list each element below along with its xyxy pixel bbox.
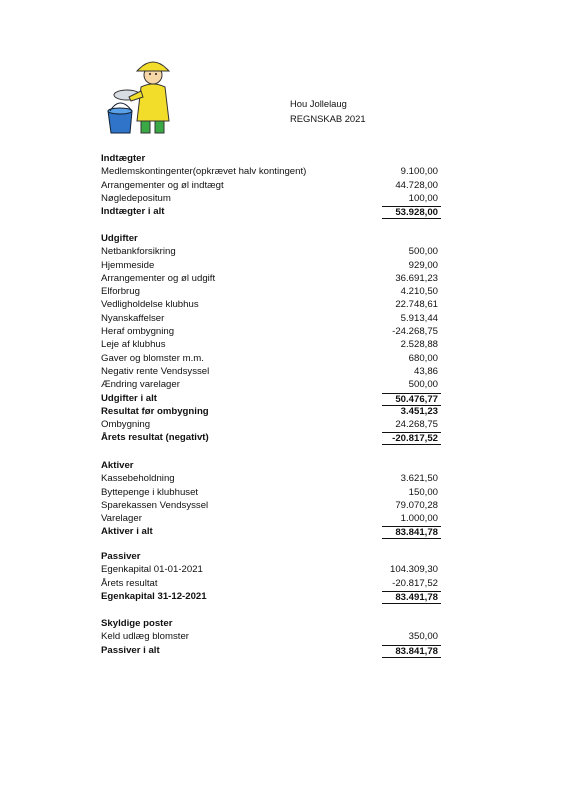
line-item-amount: 22.748,61 — [395, 299, 438, 311]
line-item — [101, 272, 441, 285]
section-4 — [101, 617, 441, 657]
line-item-amount: 680,00 — [408, 352, 438, 364]
line-item-label: Egenkapital 31-12-2021 — [101, 590, 207, 602]
line-item-amount: 104.309,30 — [389, 564, 438, 576]
line-item-amount: 50.476,77 — [382, 393, 441, 406]
total-row — [101, 644, 441, 657]
line-item-amount: -20.817,52 — [392, 577, 438, 589]
document-title: REGNSKAB 2021 — [290, 113, 366, 124]
line-item-label: Hjemmeside — [101, 259, 155, 271]
line-item-amount: 44.728,00 — [395, 179, 438, 191]
line-item-amount: 2.528,88 — [400, 339, 438, 351]
line-item — [101, 312, 441, 325]
line-item — [101, 499, 441, 512]
line-item-amount: 929,00 — [408, 259, 438, 271]
organization-name: Hou Jollelaug — [290, 98, 347, 109]
line-item-label: Keld udlæg blomster — [101, 631, 189, 643]
line-item-amount: -24.268,75 — [392, 326, 438, 338]
line-item-label: Ombygning — [101, 419, 151, 431]
section-heading — [101, 617, 441, 630]
line-item — [101, 298, 441, 311]
line-item — [101, 472, 441, 485]
section-heading-label: Skyldige poster — [101, 618, 173, 629]
section-heading — [101, 550, 441, 563]
line-item-label: Egenkapital 01-01-2021 — [101, 564, 203, 576]
line-item-label: Varelager — [101, 513, 142, 525]
line-item — [101, 512, 441, 525]
line-item-label: Heraf ombygning — [101, 326, 175, 338]
line-item-amount: 1.000,00 — [400, 513, 438, 525]
line-item — [101, 165, 441, 178]
section-2 — [101, 459, 441, 539]
line-item — [101, 338, 441, 351]
line-item-amount: 500,00 — [408, 246, 438, 258]
line-item-label: Sparekassen Vendsyssel — [101, 499, 209, 511]
line-item-label: Leje af klubhus — [101, 339, 166, 351]
line-item — [101, 405, 441, 418]
section-heading — [101, 232, 441, 245]
line-item — [101, 418, 441, 431]
line-item-amount: -20.817,52 — [382, 432, 441, 445]
line-item — [101, 486, 441, 499]
club-mascot-logo — [105, 55, 185, 139]
line-item-label: Byttepenge i klubhuset — [101, 486, 199, 498]
line-item-label: Udgifter i alt — [101, 392, 157, 404]
total-row — [101, 525, 441, 538]
line-item — [101, 378, 441, 391]
line-item-amount: 3.621,50 — [400, 473, 438, 485]
section-0 — [101, 152, 441, 218]
line-item — [101, 192, 441, 205]
line-item-label: Passiver i alt — [101, 644, 160, 656]
line-item-label: Gaver og blomster m.m. — [101, 352, 204, 364]
total-row — [101, 205, 441, 218]
line-item-amount: 83.841,78 — [382, 645, 441, 658]
line-item-amount: 100,00 — [408, 192, 438, 204]
section-heading-label: Passiver — [101, 551, 141, 562]
section-heading — [101, 152, 441, 165]
line-item-amount: 53.928,00 — [382, 206, 441, 219]
line-item-amount: 9.100,00 — [400, 166, 438, 178]
line-item — [101, 325, 441, 338]
line-item-label: Netbankforsikring — [101, 246, 176, 258]
line-item-label: Arrangementer og øl indtægt — [101, 179, 224, 191]
line-item — [101, 577, 441, 590]
line-item-label: Medlemskontingenter(opkrævet halv kontingent) — [101, 166, 307, 178]
line-item-amount: 36.691,23 — [395, 272, 438, 284]
line-item — [101, 285, 441, 298]
line-item-amount: 79.070,28 — [395, 499, 438, 511]
line-item-label: Årets resultat — [101, 577, 158, 589]
line-item — [101, 630, 441, 643]
section-3 — [101, 550, 441, 603]
line-item-label: Elforbrug — [101, 286, 140, 298]
line-item-label: Ændring varelager — [101, 379, 180, 391]
line-item-amount: 150,00 — [408, 486, 438, 498]
line-item-label: Nøgledepositum — [101, 192, 171, 204]
line-item-label: Negativ rente Vendsyssel — [101, 365, 210, 377]
line-item-amount: 43,86 — [413, 365, 438, 377]
line-item-label: Årets resultat (negativt) — [101, 432, 209, 444]
total-row — [101, 590, 441, 603]
document-header — [290, 96, 366, 126]
total-row — [101, 392, 441, 405]
section-1 — [101, 232, 441, 445]
total-row — [101, 431, 441, 444]
line-item — [101, 365, 441, 378]
line-item-amount: 83.841,78 — [382, 526, 441, 539]
section-heading-label: Aktiver — [101, 460, 134, 471]
line-item-label: Nyanskaffelser — [101, 312, 165, 324]
line-item-amount: 83.491,78 — [382, 591, 441, 604]
line-item — [101, 259, 441, 272]
line-item-amount: 350,00 — [408, 631, 438, 643]
section-heading-label: Indtægter — [101, 153, 146, 164]
line-item-label: Kassebeholdning — [101, 473, 175, 485]
line-item-label: Indtægter i alt — [101, 206, 165, 218]
line-item — [101, 179, 441, 192]
line-item-amount: 3.451,23 — [400, 405, 438, 417]
line-item — [101, 245, 441, 258]
line-item-label: Aktiver i alt — [101, 526, 153, 538]
section-heading — [101, 459, 441, 472]
line-item-amount: 24.268,75 — [395, 419, 438, 431]
line-item-label: Vedligholdelse klubhus — [101, 299, 199, 311]
line-item-label: Arrangementer og øl udgift — [101, 272, 216, 284]
line-item — [101, 563, 441, 576]
section-heading-label: Udgifter — [101, 233, 138, 244]
line-item-amount: 500,00 — [408, 379, 438, 391]
line-item-amount: 4.210,50 — [400, 286, 438, 298]
line-item-amount: 5.913,44 — [400, 312, 438, 324]
line-item-label: Resultat før ombygning — [101, 405, 209, 417]
line-item — [101, 352, 441, 365]
